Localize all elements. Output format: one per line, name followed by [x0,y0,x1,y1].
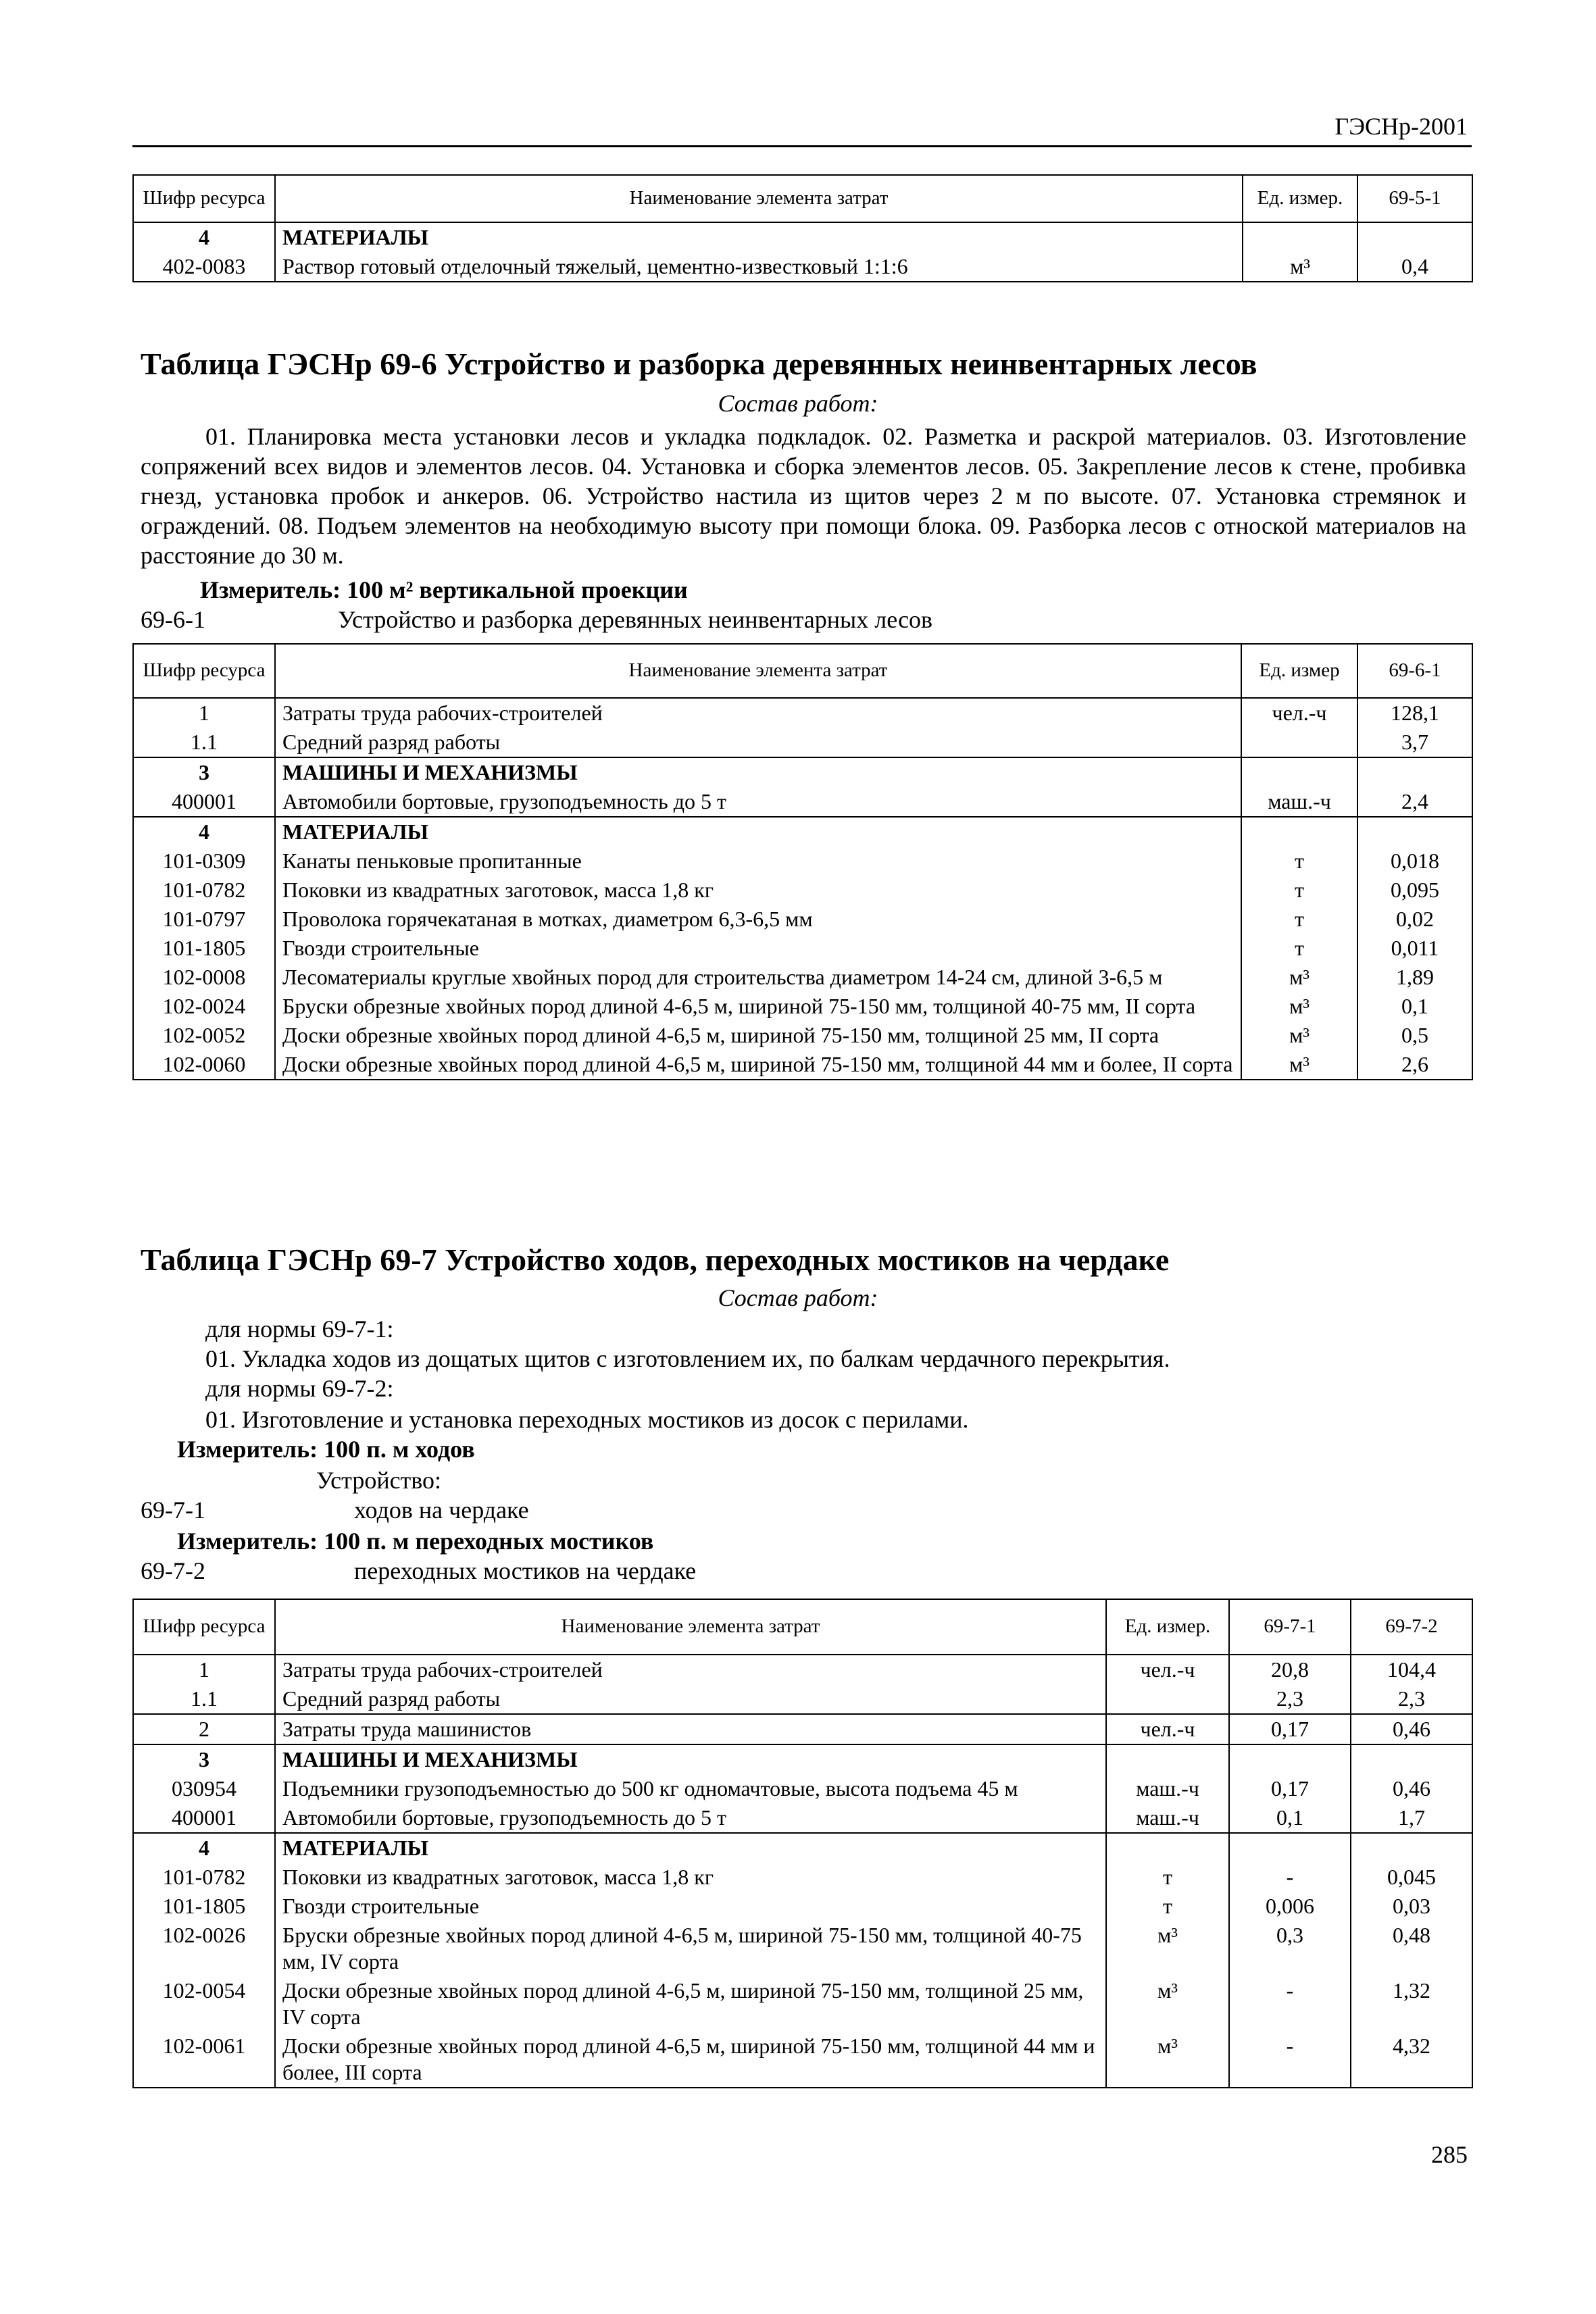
table-row [133,1684,1472,1714]
cell-value-1: 0,1 [1229,1803,1351,1833]
cell-unit: м³ [1241,992,1357,1021]
norm1-code: 69-7-1 [141,1496,205,1524]
for-norm-1: для нормы 69-7-1: [205,1315,394,1342]
cell-value: 3,7 [1357,728,1472,757]
cell-name: МАТЕРИАЛЫ [275,222,1243,252]
cell-code: 4 [133,1833,275,1863]
cell-value: 0,095 [1357,876,1472,905]
cell-value [1357,222,1472,252]
cell-unit: м³ [1106,2032,1229,2088]
cell-name: Автомобили бортовые, грузоподъемность до 5 т [275,787,1241,817]
cell-name: Затраты труда машинистов [275,1714,1106,1744]
cell-code: 101-0782 [133,876,275,905]
cell-unit [1241,757,1357,787]
cell-code: 400001 [133,787,275,817]
cell-code: 1 [133,1655,275,1684]
cell-unit: м³ [1106,1976,1229,2032]
norm-name: Устройство и разборка деревянных неинвентарных лесов [338,606,933,633]
cell-unit [1106,1744,1229,1774]
cell-code: 102-0060 [133,1050,275,1080]
norm1-name: ходов на чердаке [354,1496,529,1524]
cell-value: 0,4 [1357,252,1472,282]
cell-code: 400001 [133,1803,275,1833]
table-row [133,222,1472,252]
cell-value: 0,011 [1357,934,1472,963]
cell-value-1: 0,17 [1229,1774,1351,1803]
cell-value: 128,1 [1357,698,1472,728]
measure-label: Измеритель: 100 м² вертикальной проекции [200,576,688,603]
cell-code: 4 [133,222,275,252]
header-norm: 69-6-1 [1357,644,1472,698]
cell-unit: маш.-ч [1106,1774,1229,1803]
cell-value: 0,018 [1357,847,1472,876]
cell-value-2: 104,4 [1351,1655,1472,1684]
table-row [133,698,1472,728]
table-row [133,876,1472,905]
document-code: ГЭСНр-2001 [1335,113,1468,140]
table-row [133,1833,1472,1863]
cell-name: Подъемники грузоподъемностью до 500 кг одномачтовые, высота подъема 45 м [275,1774,1106,1803]
cell-unit: м³ [1106,1921,1229,1976]
measure-1: Измеритель: 100 п. м ходов [177,1436,475,1463]
cell-code: 101-0782 [133,1863,275,1892]
cell-name: Автомобили бортовые, грузоподъемность до 5 т [275,1803,1106,1833]
cell-unit: м³ [1243,252,1357,282]
cell-name: Лесоматериалы круглые хвойных пород для строительства диаметром 14-24 см, длиной 3-6,5 м [275,963,1241,992]
cell-code: 101-0797 [133,905,275,934]
cell-name: Доски обрезные хвойных пород длиной 4-6,5 м, шириной 75-150 мм, толщиной 44 мм и более, III сорта [275,2032,1106,2088]
cell-name: Бруски обрезные хвойных пород длиной 4-6,5 м, шириной 75-150 мм, толщиной 40-75 мм, IV сорта [275,1921,1106,1976]
cell-value-2 [1351,1833,1472,1863]
table-69-7 [132,1599,1473,2088]
cell-unit [1243,222,1357,252]
cell-unit: т [1241,934,1357,963]
cell-value-1 [1229,1744,1351,1774]
norm2-name: переходных мостиков на чердаке [354,1557,697,1584]
table-row [133,1714,1472,1744]
cell-name: Затраты труда рабочих-строителей [275,698,1241,728]
section-69-7-title: Таблица ГЭСНр 69-7 Устройство ходов, переходных мостиков на чердаке [141,1242,1170,1277]
cell-value-1: - [1229,2032,1351,2088]
section-69-6-title: Таблица ГЭСНр 69-6 Устройство и разборка деревянных неинвентарных лесов [141,347,1257,381]
header-norm: 69-5-1 [1357,175,1472,222]
cell-unit [1106,1684,1229,1714]
table-row [133,905,1472,934]
composition-label: Состав работ: [718,1284,878,1311]
header-code: Шифр ресурса [133,175,275,222]
cell-name: Затраты труда рабочих-строителей [275,1655,1106,1684]
table-row [133,2032,1472,2088]
table-row [133,847,1472,876]
table-row [133,992,1472,1021]
cell-unit [1241,817,1357,847]
cell-value-1: 20,8 [1229,1655,1351,1684]
cell-value-2: 0,03 [1351,1892,1472,1921]
cell-name: Раствор готовый отделочный тяжелый, цементно-известковый 1:1:6 [275,252,1243,282]
table-row [133,934,1472,963]
measure-2: Измеритель: 100 п. м переходных мостиков [177,1528,654,1555]
norm2-code: 69-7-2 [141,1557,205,1584]
cell-unit: м³ [1241,1050,1357,1080]
cell-value-1: - [1229,1863,1351,1892]
header-name: Наименование элемента затрат [275,175,1243,222]
header-code: Шифр ресурса [133,1599,275,1655]
cell-unit: маш.-ч [1241,787,1357,817]
cell-value: 0,1 [1357,992,1472,1021]
cell-name: Доски обрезные хвойных пород длиной 4-6,5 м, шириной 75-150 мм, толщиной 25 мм, IV сорта [275,1976,1106,2032]
cell-code: 102-0026 [133,1921,275,1976]
header-unit: Ед. измер [1241,644,1357,698]
cell-unit [1106,1833,1229,1863]
cell-code: 101-1805 [133,934,275,963]
work-2: 01. Изготовление и установка переходных мостиков из досок с перилами. [205,1406,969,1433]
cell-code: 030954 [133,1774,275,1803]
header-name: Наименование элемента затрат [275,644,1241,698]
cell-name: Доски обрезные хвойных пород длиной 4-6,5 м, шириной 75-150 мм, толщиной 25 мм, II сорта [275,1021,1241,1050]
table-69-6 [132,643,1473,1080]
cell-value-1: 0,006 [1229,1892,1351,1921]
cell-code: 1.1 [133,728,275,757]
cell-value-1: - [1229,1976,1351,2032]
cell-name: Канаты пеньковые пропитанные [275,847,1241,876]
table-row [133,1976,1472,2032]
cell-name: МАШИНЫ И МЕХАНИЗМЫ [275,1744,1106,1774]
header-norm-2: 69-7-2 [1351,1599,1472,1655]
cell-unit: т [1241,876,1357,905]
cell-code: 3 [133,757,275,787]
cell-unit: маш.-ч [1106,1803,1229,1833]
table-row [133,757,1472,787]
norm-code: 69-6-1 [141,606,205,633]
table-row [133,1655,1472,1684]
cell-value: 0,02 [1357,905,1472,934]
cell-value: 1,89 [1357,963,1472,992]
cell-value-2: 0,48 [1351,1921,1472,1976]
cell-code: 102-0024 [133,992,275,1021]
table-69-5 [132,174,1473,282]
cell-unit: м³ [1241,1021,1357,1050]
cell-code: 101-0309 [133,847,275,876]
header-unit: Ед. измер. [1243,175,1357,222]
cell-name: Проволока горячекатаная в мотках, диаметром 6,3-6,5 мм [275,905,1241,934]
table-row [133,728,1472,757]
cell-value-1: 2,3 [1229,1684,1351,1714]
cell-name: Средний разряд работы [275,1684,1106,1714]
cell-name: Гвозди строительные [275,1892,1106,1921]
cell-value [1357,817,1472,847]
cell-unit: т [1241,847,1357,876]
table-row [133,1021,1472,1050]
cell-unit: т [1106,1863,1229,1892]
cell-value: 2,4 [1357,787,1472,817]
cell-name: Бруски обрезные хвойных пород длиной 4-6,5 м, шириной 75-150 мм, толщиной 40-75 мм, II сорта [275,992,1241,1021]
cell-name: МАТЕРИАЛЫ [275,1833,1106,1863]
cell-name: Гвозди строительные [275,934,1241,963]
cell-unit: т [1241,905,1357,934]
cell-value-2: 0,46 [1351,1714,1472,1744]
cell-value-2 [1351,1744,1472,1774]
work-1: 01. Укладка ходов из дощатых щитов с изготовлением их, по балкам чердачного перекрытия. [205,1345,1170,1372]
cell-value-1: 0,3 [1229,1921,1351,1976]
table-row [133,787,1472,817]
header-norm-1: 69-7-1 [1229,1599,1351,1655]
table-row [133,1921,1472,1976]
cell-code: 1.1 [133,1684,275,1714]
cell-unit: чел.-ч [1241,698,1357,728]
cell-unit: чел.-ч [1106,1714,1229,1744]
cell-name: Поковки из квадратных заготовок, масса 1,8 кг [275,876,1241,905]
cell-name: МАТЕРИАЛЫ [275,817,1241,847]
table-row [133,1050,1472,1080]
cell-code: 402-0083 [133,252,275,282]
cell-value-1: 0,17 [1229,1714,1351,1744]
cell-code: 1 [133,698,275,728]
table-row [133,252,1472,282]
page-number: 285 [1431,2141,1468,2168]
cell-value-2: 0,46 [1351,1774,1472,1803]
for-norm-2: для нормы 69-7-2: [205,1375,394,1402]
cell-code: 102-0008 [133,963,275,992]
table-row [133,1892,1472,1921]
cell-value-2: 0,045 [1351,1863,1472,1892]
header-name: Наименование элемента затрат [275,1599,1106,1655]
header-unit: Ед. измер. [1106,1599,1229,1655]
header-rule [132,145,1472,147]
cell-value: 0,5 [1357,1021,1472,1050]
table-row [133,1803,1472,1833]
table-row [133,1744,1472,1774]
table-row [133,817,1472,847]
cell-unit: м³ [1241,963,1357,992]
table-row [133,1863,1472,1892]
cell-unit: т [1106,1892,1229,1921]
composition-label: Состав работ: [718,390,878,417]
cell-code: 102-0061 [133,2032,275,2088]
cell-value-1 [1229,1833,1351,1863]
cell-code: 3 [133,1744,275,1774]
cell-value: 2,6 [1357,1050,1472,1080]
cell-code: 2 [133,1714,275,1744]
table-row [133,1774,1472,1803]
header-code: Шифр ресурса [133,644,275,698]
cell-code: 102-0052 [133,1021,275,1050]
cell-value [1357,757,1472,787]
cell-name: Доски обрезные хвойных пород длиной 4-6,5 м, шириной 75-150 мм, толщиной 44 мм и более, II сорта [275,1050,1241,1080]
cell-code: 101-1805 [133,1892,275,1921]
composition-text: 01. Планировка места установки лесов и укладка подкладок. 02. Разметка и раскрой материалов. 03. Изготовление сопряжений всех видов и элементов лесов. 04. Установка и сборка элементов лесов. 05. Закрепление лесов к стене, пробивка гнезд, установка пробок и анкеров. 06. Устройство настила из щитов через 2 м по высоте. 07. Установка стремянок и ограждений. 08. Подъем элементов на необходимую высоту при помощи блока. 09. Разборка лесов с отноской материалов на расстояние до 30 м. [141,423,1466,569]
device-label: Устройство: [316,1467,442,1494]
cell-code: 4 [133,817,275,847]
cell-name: Средний разряд работы [275,728,1241,757]
cell-value-2: 2,3 [1351,1684,1472,1714]
cell-name: МАШИНЫ И МЕХАНИЗМЫ [275,757,1241,787]
cell-code: 102-0054 [133,1976,275,2032]
cell-value-2: 1,32 [1351,1976,1472,2032]
cell-value-2: 4,32 [1351,2032,1472,2088]
cell-unit: чел.-ч [1106,1655,1229,1684]
cell-name: Поковки из квадратных заготовок, масса 1,8 кг [275,1863,1106,1892]
table-row [133,963,1472,992]
cell-value-2: 1,7 [1351,1803,1472,1833]
cell-unit [1241,728,1357,757]
